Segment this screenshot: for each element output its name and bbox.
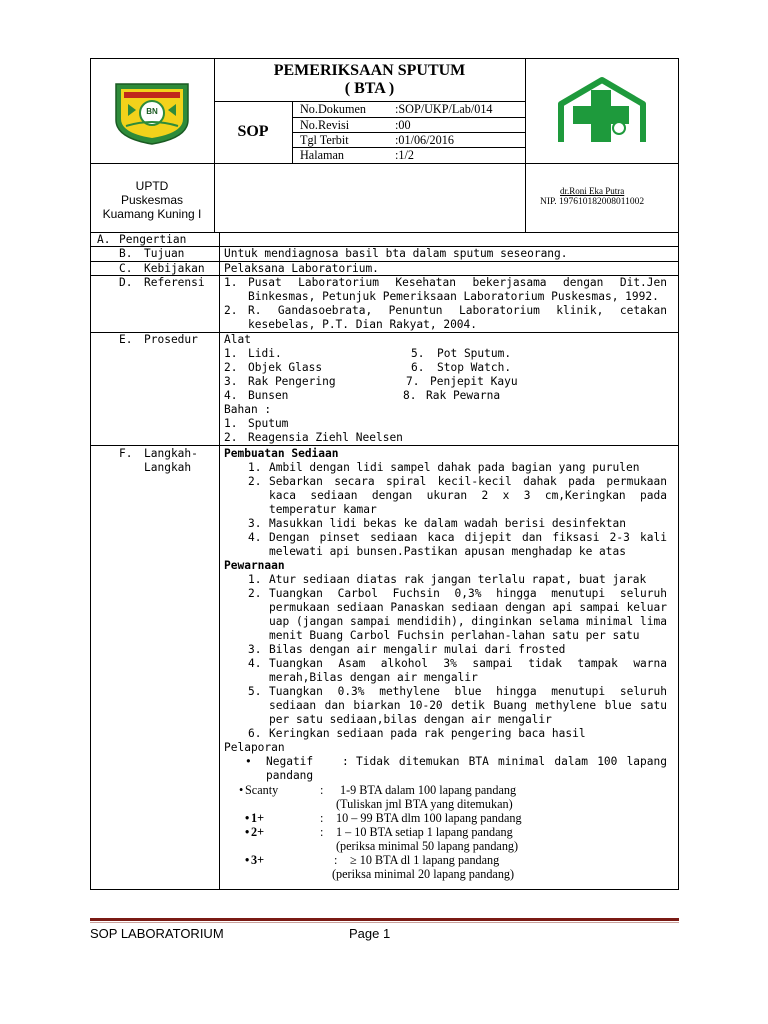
pelaporan-text-1plus: 10 – 99 BTA dlm 100 lapang pandang <box>336 811 522 825</box>
section-b-label: Tujuan <box>144 247 185 260</box>
document-title-line1: PEMERIKSAAN SPUTUM <box>273 62 466 79</box>
signer-nip: NIP. 197610182008011002 <box>540 197 645 207</box>
section-e-label: Prosedur <box>144 333 198 346</box>
meta-value-no-revisi: :00 <box>395 118 411 132</box>
section-f-label-line1: Langkah- <box>144 447 198 460</box>
pewarnaan-num-1: 1. <box>248 573 262 586</box>
pelaporan-label-1plus: 1+ <box>251 811 265 825</box>
section-e-letter: E. <box>119 333 133 346</box>
meta-value-tgl-terbit: :01/06/2016 <box>395 133 454 147</box>
pewarnaan-num-4: 4. <box>248 657 262 670</box>
referensi-num-2: 2. <box>224 304 238 317</box>
section-d-letter: D. <box>119 276 133 289</box>
alat-num-7: 7. <box>406 375 420 388</box>
referensi-text-2: R. Gandasoebrata, Penuntun Laboratorium klinik, cetakan kesebelas, P.T. Dian Rakyat, 2004. <box>248 304 667 331</box>
pembuatan-heading: Pembuatan Sediaan <box>224 447 339 460</box>
bahan-num-2: 2. <box>224 431 238 444</box>
pelaporan-text-negatif: Tidak ditemukan BTA minimal dalam 100 lapang pandang <box>266 755 667 782</box>
pewarnaan-heading: Pewarnaan <box>224 559 285 572</box>
footer-rule <box>90 918 679 921</box>
pembuatan-num-1: 1. <box>248 461 262 474</box>
health-cross-logo <box>555 76 649 148</box>
pelaporan-text-2plus: 1 – 10 BTA setiap 1 lapang pandang <box>336 825 513 839</box>
pelaporan-heading: Pelaporan <box>224 741 285 754</box>
footer-rule-thin <box>90 922 679 923</box>
alat-text-8: Rak Pewarna <box>426 389 501 402</box>
alat-num-1: 1. <box>224 347 238 360</box>
alat-text-6: Stop Watch. <box>437 361 512 374</box>
pelaporan-colon-2plus: : <box>320 825 324 839</box>
pewarnaan-text-4: Tuangkan Asam alkohol 3% sampai tidak tampak warna merah,Bilas dengan air mengalir <box>269 657 667 684</box>
pembuatan-num-4: 4. <box>248 531 262 544</box>
meta-value-halaman: :1/2 <box>395 148 414 162</box>
meta-value-no-dokumen: :SOP/UKP/Lab/014 <box>395 102 493 116</box>
section-a-letter: A. <box>97 233 111 246</box>
pembuatan-text-3: Masukkan lidi bekas ke dalam wadah berisi desinfektan <box>269 517 626 530</box>
footer-page-number: Page 1 <box>349 926 391 941</box>
alat-num-8: 8. <box>403 389 417 402</box>
pewarnaan-text-6: Keringkan sediaan pada rak pengering baca hasil <box>269 727 586 740</box>
alat-num-5: 5. <box>411 347 425 360</box>
pewarnaan-text-3: Bilas dengan air mengalir mulai dari frosted <box>269 643 566 656</box>
referensi-text-1: Pusat Laboratorium Kesehatan bekerjasama dengan Dit.Jen Binkesmas, Petunjuk Pemeriksaan Laboratorium Puskesmas, 1992. <box>248 276 667 303</box>
pelaporan-bullet-negatif: • <box>245 755 252 768</box>
pewarnaan-text-2: Tuangkan Carbol Fuchsin 0,3% hingga menutupi seluruh permukaan sediaan Panaskan sediaan dengan api sampai keluar uap (jangan sampai mendidih), dinginkan selama minimal lima menit Buang Carbol Fuchsin perlahan-lahan satu per satu <box>269 587 667 642</box>
footer-left-text: SOP LABORATORIUM <box>90 926 224 941</box>
alat-num-3: 3. <box>224 375 238 388</box>
org-name-line1: UPTD <box>135 179 169 193</box>
pelaporan-colon-scanty: : <box>320 783 324 797</box>
pelaporan-label-3plus: 3+ <box>251 853 265 867</box>
pewarnaan-text-1: Atur sediaan diatas rak jangan terlalu rapat, buat jarak <box>269 573 647 586</box>
bahan-num-1: 1. <box>224 417 238 430</box>
section-d-label: Referensi <box>144 276 205 289</box>
pewarnaan-num-2: 2. <box>248 587 262 600</box>
pelaporan-text-scanty: 1-9 BTA dalam 100 lapang pandang <box>340 783 517 797</box>
meta-label-no-revisi: No.Revisi <box>300 118 350 132</box>
alat-text-2: Objek Glass <box>248 361 323 374</box>
bahan-heading: Bahan : <box>224 403 272 416</box>
alat-num-2: 2. <box>224 361 238 374</box>
pewarnaan-num-5: 5. <box>248 685 262 698</box>
referensi-num-1: 1. <box>224 276 238 289</box>
pelaporan-bullet-3plus: • <box>245 853 250 867</box>
section-a-label: Pengertian <box>119 233 187 246</box>
pelaporan-bullet-2plus: • <box>245 825 250 839</box>
sop-label: SOP <box>237 123 269 140</box>
pembuatan-num-2: 2. <box>248 475 262 488</box>
puskesmas-logo <box>110 80 194 146</box>
pembuatan-text-4: Dengan pinset sediaan kaca dijepit dan fiksasi 2-3 kali melewati api bunsen.Pastikan apusan menghadap ke atas <box>269 531 667 558</box>
org-name-line2: Puskesmas <box>120 193 184 207</box>
bahan-text-1: Sputum <box>248 417 289 430</box>
pembuatan-num-3: 3. <box>248 517 262 530</box>
pelaporan-text-3plus: ≥ 10 BTA dl 1 lapang pandang <box>350 853 500 867</box>
pelaporan-colon-negatif: : <box>342 755 349 768</box>
meta-label-halaman: Halaman <box>300 148 344 162</box>
section-b-letter: B. <box>119 247 133 260</box>
document-title-line2: ( BTA ) <box>344 80 395 97</box>
alat-text-4: Bunsen <box>248 389 289 402</box>
section-f-label-line2: Langkah <box>144 461 192 474</box>
pelaporan-sub-scanty: (Tuliskan jml BTA yang ditemukan) <box>336 797 513 811</box>
alat-text-1: Lidi. <box>248 347 282 360</box>
alat-num-4: 4. <box>224 389 238 402</box>
alat-num-6: 6. <box>411 361 425 374</box>
signer-name: dr.Roni Eka Putra <box>560 186 625 196</box>
section-c-letter: C. <box>119 262 133 275</box>
pelaporan-sub-3plus: (periksa minimal 20 lapang pandang) <box>332 867 515 881</box>
kebijakan-text: Pelaksana Laboratorium. <box>224 262 379 275</box>
alat-text-3: Rak Pengering <box>248 375 336 388</box>
pelaporan-colon-3plus: : <box>334 853 338 867</box>
pewarnaan-num-6: 6. <box>248 727 262 740</box>
pembuatan-text-1: Ambil dengan lidi sampel dahak pada bagian yang purulen <box>269 461 640 474</box>
org-name-line3: Kuamang Kuning I <box>102 207 202 221</box>
alat-text-5: Pot Sputum. <box>437 347 512 360</box>
pewarnaan-text-5: Tuangkan 0.3% methylene blue hingga menutupi seluruh sediaan dan biarkan 10-20 detik Buang methylene blue satu per satu sediaan,bilas dengan air mengalir <box>269 685 667 726</box>
pelaporan-colon-1plus: : <box>320 811 324 825</box>
alat-heading: Alat <box>224 333 251 346</box>
section-f-letter: F. <box>119 447 133 460</box>
pelaporan-bullet-1plus: • <box>245 811 250 825</box>
pewarnaan-num-3: 3. <box>248 643 262 656</box>
logo-seal-text: BN <box>146 107 158 116</box>
pelaporan-label-negatif: Negatif <box>266 755 314 768</box>
alat-text-7: Penjepit Kayu <box>430 375 518 388</box>
meta-label-no-dokumen: No.Dokumen <box>300 102 367 116</box>
tujuan-text: Untuk mendiagnosa basil bta dalam sputum seseorang. <box>224 247 568 260</box>
pelaporan-label-2plus: 2+ <box>251 825 265 839</box>
pelaporan-sub-2plus: (periksa minimal 50 lapang pandang) <box>336 839 519 853</box>
bahan-text-2: Reagensia Ziehl Neelsen <box>248 431 403 444</box>
section-c-label: Kebijakan <box>144 262 205 275</box>
meta-label-tgl-terbit: Tgl Terbit <box>300 133 349 147</box>
pelaporan-bullet-scanty: • <box>239 783 244 797</box>
pelaporan-label-scanty: Scanty <box>245 783 279 797</box>
pembuatan-text-2: Sebarkan secara spiral kecil-kecil dahak pada permukaan kaca sediaan dengan ukuran 2 x 3 cm,Keringkan pada temperatur kamar <box>269 475 667 516</box>
